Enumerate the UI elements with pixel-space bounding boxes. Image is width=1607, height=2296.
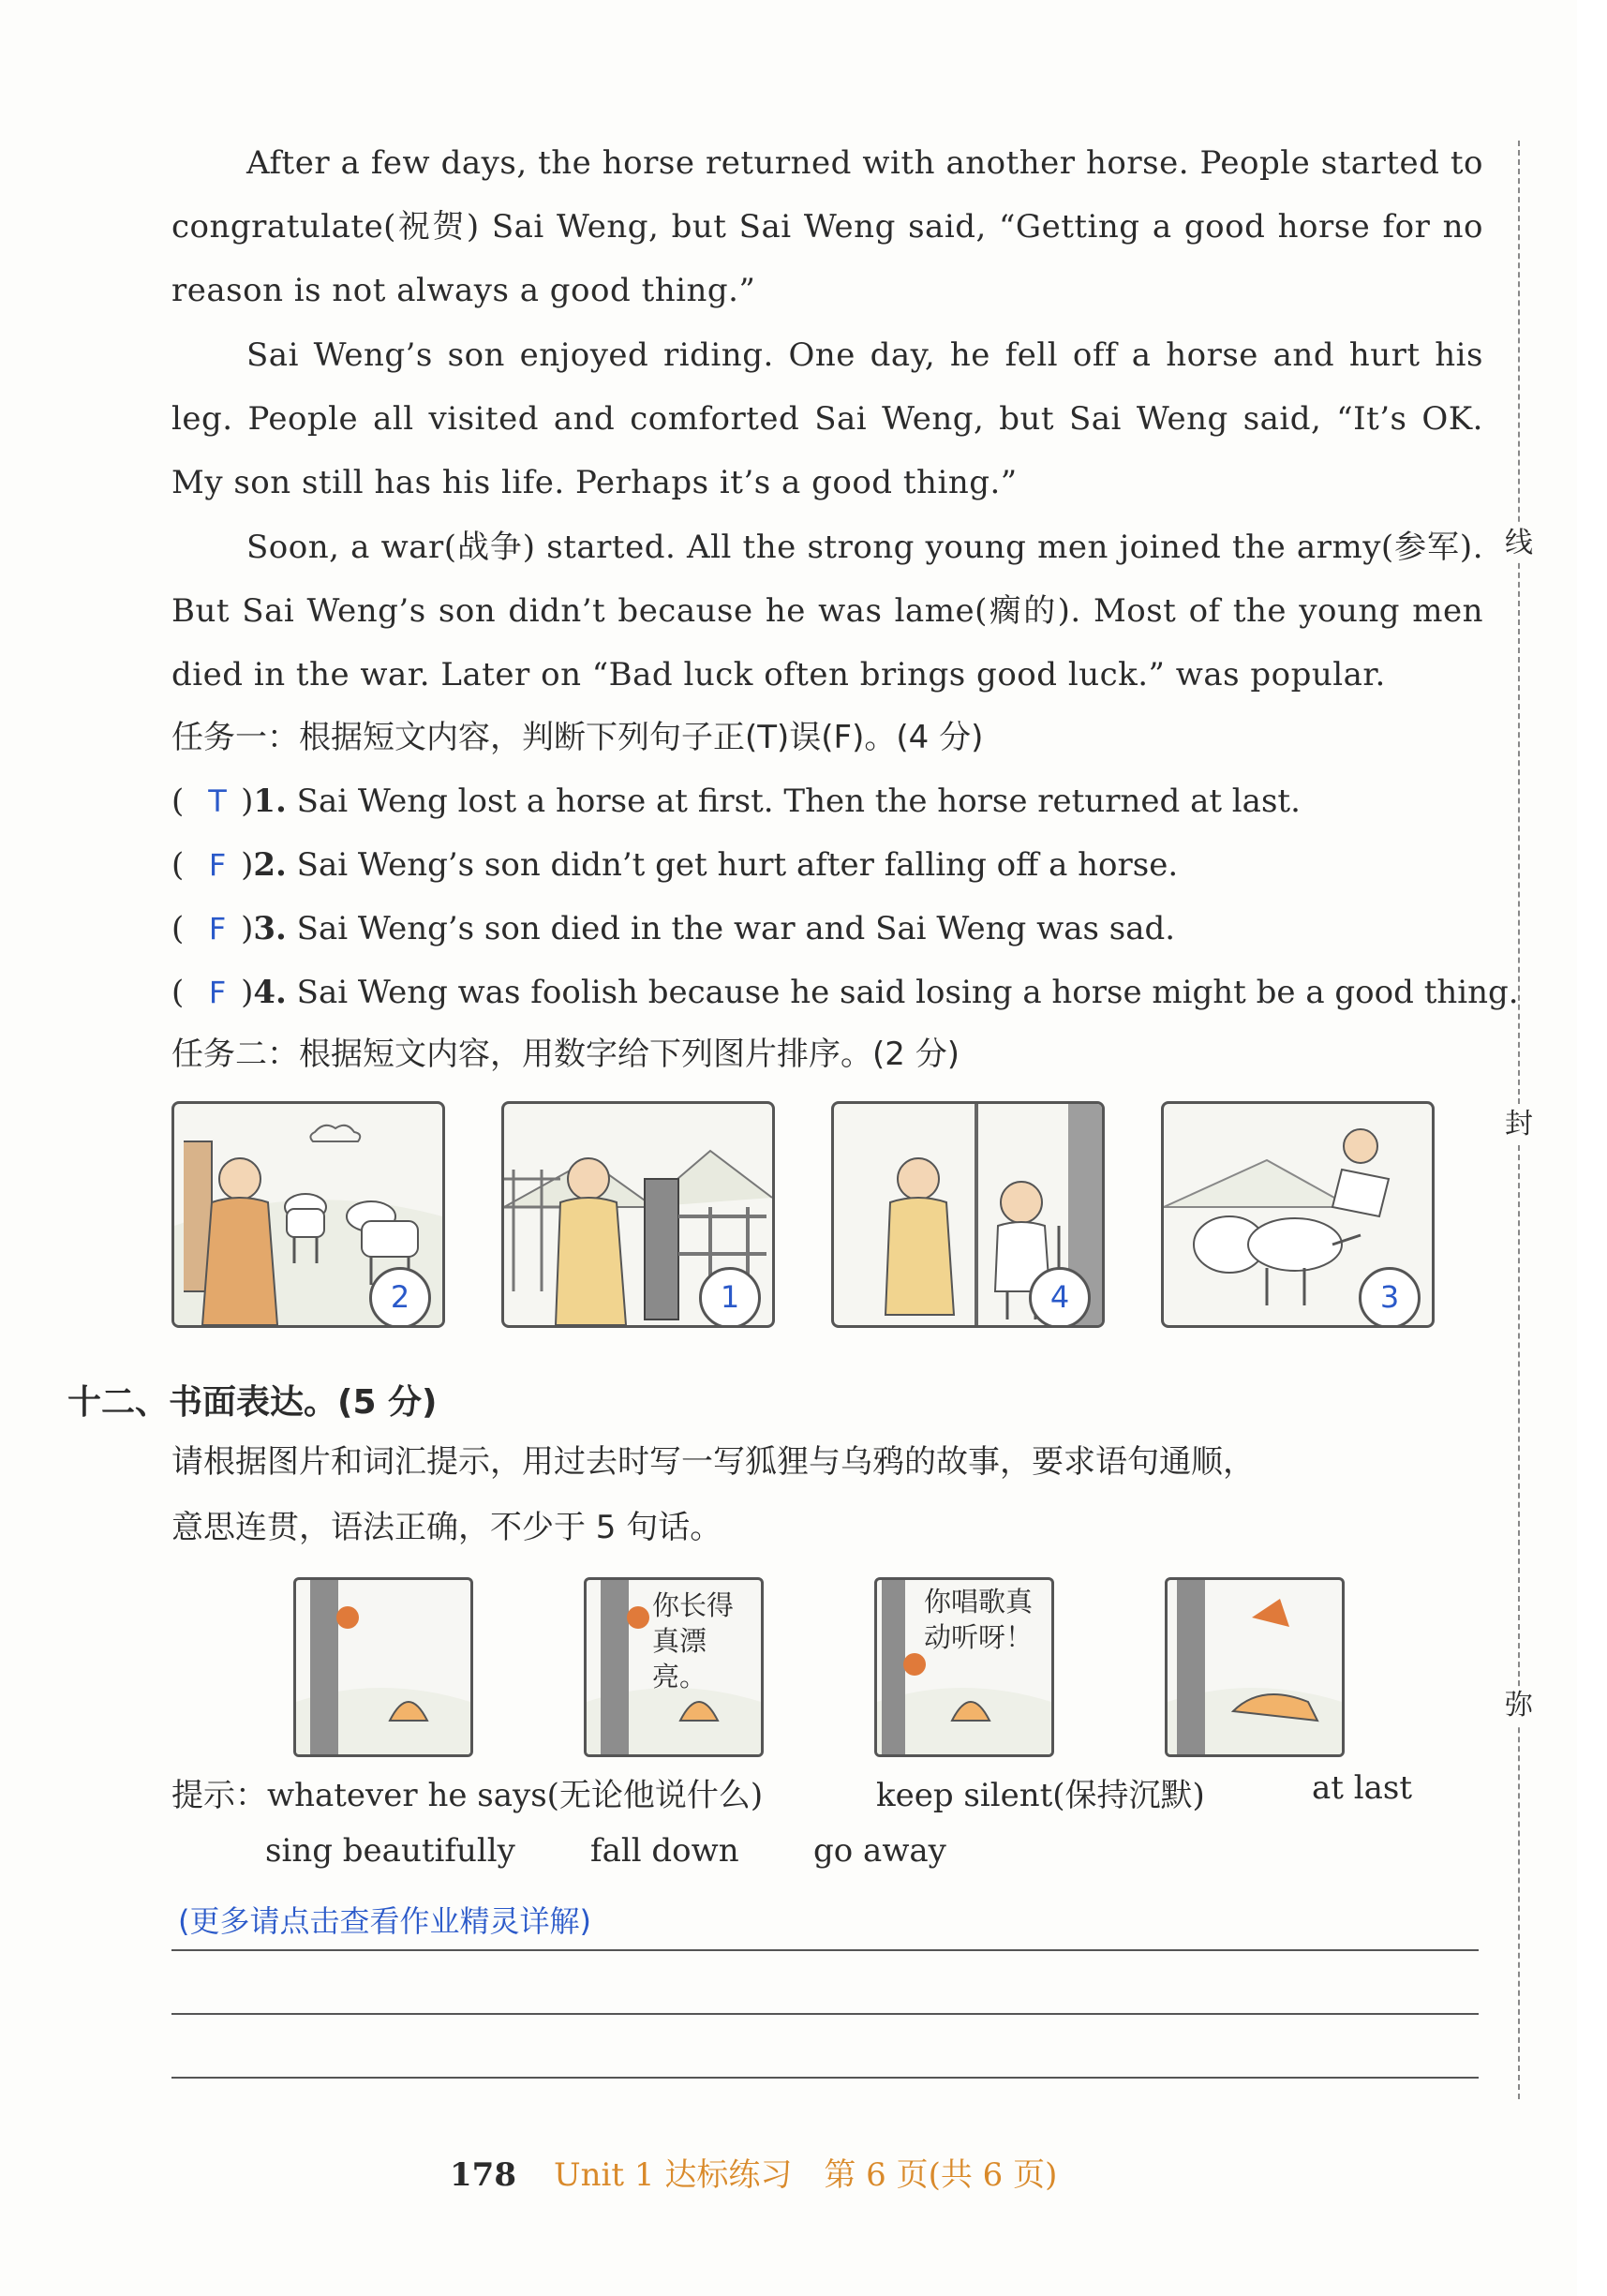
answer-1[interactable]: T <box>208 783 227 819</box>
task1-item-4: ( F )4. Sai Weng was foolish because he said losing a horse might be a good thing. <box>171 969 1519 1016</box>
hint-fall-down: fall down <box>590 1832 739 1870</box>
writing-line-2[interactable] <box>171 2013 1479 2015</box>
hint-at-last: at last <box>1312 1769 1412 1807</box>
task1-title: 任务一：根据短文内容，判断下列句子正(T)误(F)。(4 分) <box>171 719 984 756</box>
task1-item-3: ( F )3. Sai Weng’s son died in the war and Sai Weng was sad. <box>171 905 1175 952</box>
order-badge-1[interactable]: 2 <box>369 1267 431 1328</box>
story-pictures <box>171 1101 1483 1326</box>
fox-crow-picture-1 <box>293 1577 473 1757</box>
passage-paragraph-1: After a few days, the horse returned with another horse. People started to congratulate(祝贺) Sai Weng, but Sai Weng said, “Getting a good horse for no reason is not always a good thing.” <box>171 144 1483 309</box>
story-picture-father-son <box>831 1101 1105 1328</box>
hint-keep-silent: keep silent(保持沉默) <box>876 1777 1205 1814</box>
task1-item-2: ( F )2. Sai Weng’s son didn’t get hurt after falling off a horse. <box>171 842 1178 888</box>
task2-title: 任务二：根据短文内容，用数字给下列图片排序。(2 分) <box>171 1036 960 1073</box>
section-12-title: 十二、书面表达。(5 分) <box>67 1383 438 1422</box>
speech-bubble-2: 你长得真漂亮。 <box>652 1589 735 1692</box>
binding-char-xian: 线 <box>1502 525 1536 562</box>
order-badge-2[interactable]: 1 <box>699 1267 761 1328</box>
binding-char-feng: 封 <box>1502 1106 1536 1143</box>
fox-crow-picture-4 <box>1165 1577 1345 1757</box>
speech-bubble-3: 你唱歌真动听呀！ <box>924 1586 1034 1653</box>
writing-line-3[interactable] <box>171 2077 1479 2079</box>
writing-prompt-line-2: 意思连贯，语法正确，不少于 5 句话。 <box>171 1509 722 1546</box>
story-picture-fence <box>501 1101 775 1328</box>
footer-unit-label: Unit 1 达标练习 第 6 页(共 6 页) <box>553 2156 1058 2194</box>
fox-crow-picture-2 <box>584 1577 764 1757</box>
more-details-link[interactable]: (更多请点击查看作业精灵详解) <box>178 1903 591 1939</box>
writing-line-1[interactable] <box>171 1949 1479 1951</box>
page-edge <box>1577 0 1607 2296</box>
hint-go-away: go away <box>813 1832 946 1870</box>
story-picture-horses <box>171 1101 445 1328</box>
page-footer <box>450 2149 1057 2195</box>
fox-crow-picture-3 <box>874 1577 1054 1757</box>
order-badge-3[interactable]: 4 <box>1029 1267 1091 1328</box>
answer-2[interactable]: F <box>208 847 227 883</box>
writing-prompt-line-1: 请根据图片和词汇提示，用过去时写一写狐狸与乌鸦的故事，要求语句通顺， <box>171 1443 1255 1481</box>
story-picture-fall <box>1161 1101 1435 1328</box>
task1-item-1: ( T )1. Sai Weng lost a horse at first. Then the horse returned at last. <box>171 778 1301 825</box>
fox-crow-pictures <box>293 1577 1361 1760</box>
hint-sing-beautifully: sing beautifully <box>265 1832 515 1870</box>
page-number: 178 <box>450 2156 516 2194</box>
binding-char-mi: 弥 <box>1502 1687 1536 1724</box>
passage-paragraph-3: Soon, a war(战争) started. All the strong young men joined the army(参军). But Sai Weng’s son didn’t because he was lame(瘸的). Most of the young men died in the war. Later on “Bad luck often brings good luck.” was popular. <box>171 529 1483 693</box>
order-badge-4[interactable]: 3 <box>1359 1267 1421 1328</box>
answer-4[interactable]: F <box>208 975 227 1010</box>
answer-3[interactable]: F <box>208 911 227 947</box>
hints-row-1: 提示：whatever he says(无论他说什么) <box>171 1777 764 1814</box>
passage-paragraph-2: Sai Weng’s son enjoyed riding. One day, he fell off a horse and hurt his leg. People all visited and comforted Sai Weng, but Sai Weng said, “It’s OK. My son still has his life. Perhaps it’s a good thing.” <box>171 336 1483 501</box>
